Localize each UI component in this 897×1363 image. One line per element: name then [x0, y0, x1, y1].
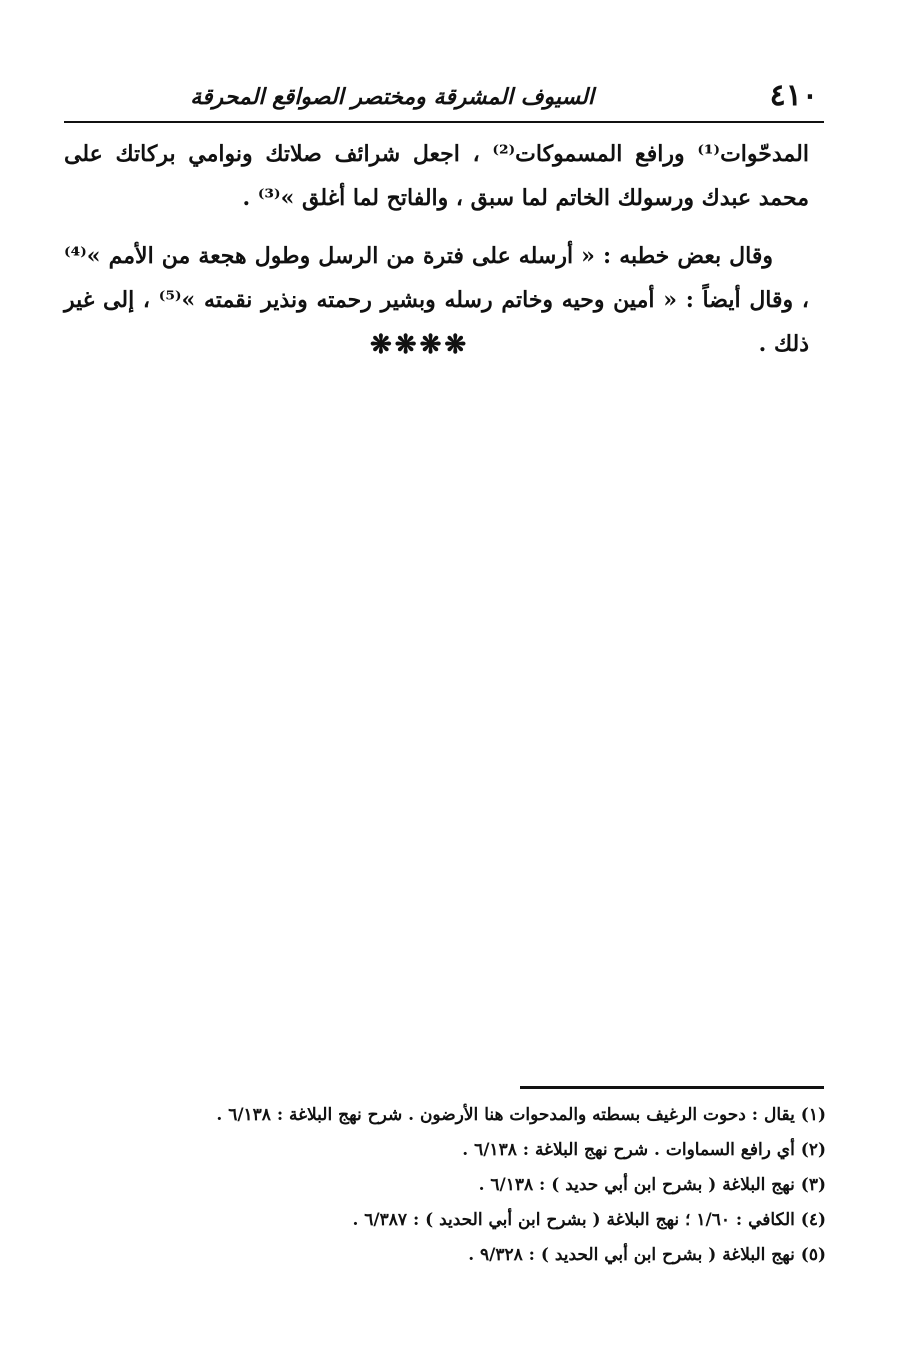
footnote-3: (٣) نهج البلاغة ( بشرح ابن أبي حديد ) : ٦/١٣٨ .: [478, 1175, 826, 1195]
header-rule: [64, 121, 824, 123]
running-title: السيوف المشرقة ومختصر الصواقع المحرقة: [190, 84, 594, 110]
page-header: [64, 78, 824, 122]
footnote-2: (٢) أي رافع السماوات . شرح نهج البلاغة : ٦/١٣٨ .: [462, 1140, 826, 1160]
paragraph-1: المدحّوات⁽¹⁾ ورافع المسموكات⁽²⁾ ، اجعل شرائف صلاتك ونوامي بركاتك على محمد عبدك ورسولك الخاتم لما سبق ، والفاتح لما أغلق »⁽³⁾ .: [64, 141, 809, 211]
section-divider: ❋❋❋❋: [370, 330, 470, 360]
page-number: ٤١٠: [769, 78, 818, 113]
footnotes: [180, 1098, 826, 1273]
footnote-4: (٤) الكافي : ١/٦٠ ؛ نهج البلاغة ( بشرح ابن أبي الحديد ) : ٦/٣٨٧ .: [352, 1210, 826, 1230]
footnote-5: (٥) نهج البلاغة ( بشرح ابن أبي الحديد ) : ٩/٣٢٨ .: [468, 1245, 826, 1265]
paragraph-2: وقال بعض خطبه : « أرسله على فترة من الرسل وطول هجعة من الأمم »⁽⁴⁾ ، وقال أيضاً : « أمين وحيه وخاتم رسله وبشير رحمته ونذير نقمته »⁽⁵⁾ ، إلى غير ذلك .: [64, 243, 809, 357]
footnote-1: (١) يقال : دحوت الرغيف بسطته والمدحوات هنا الأرضون . شرح نهج البلاغة : ٦/١٣٨ .: [216, 1105, 826, 1125]
footnote-rule: [520, 1086, 824, 1089]
